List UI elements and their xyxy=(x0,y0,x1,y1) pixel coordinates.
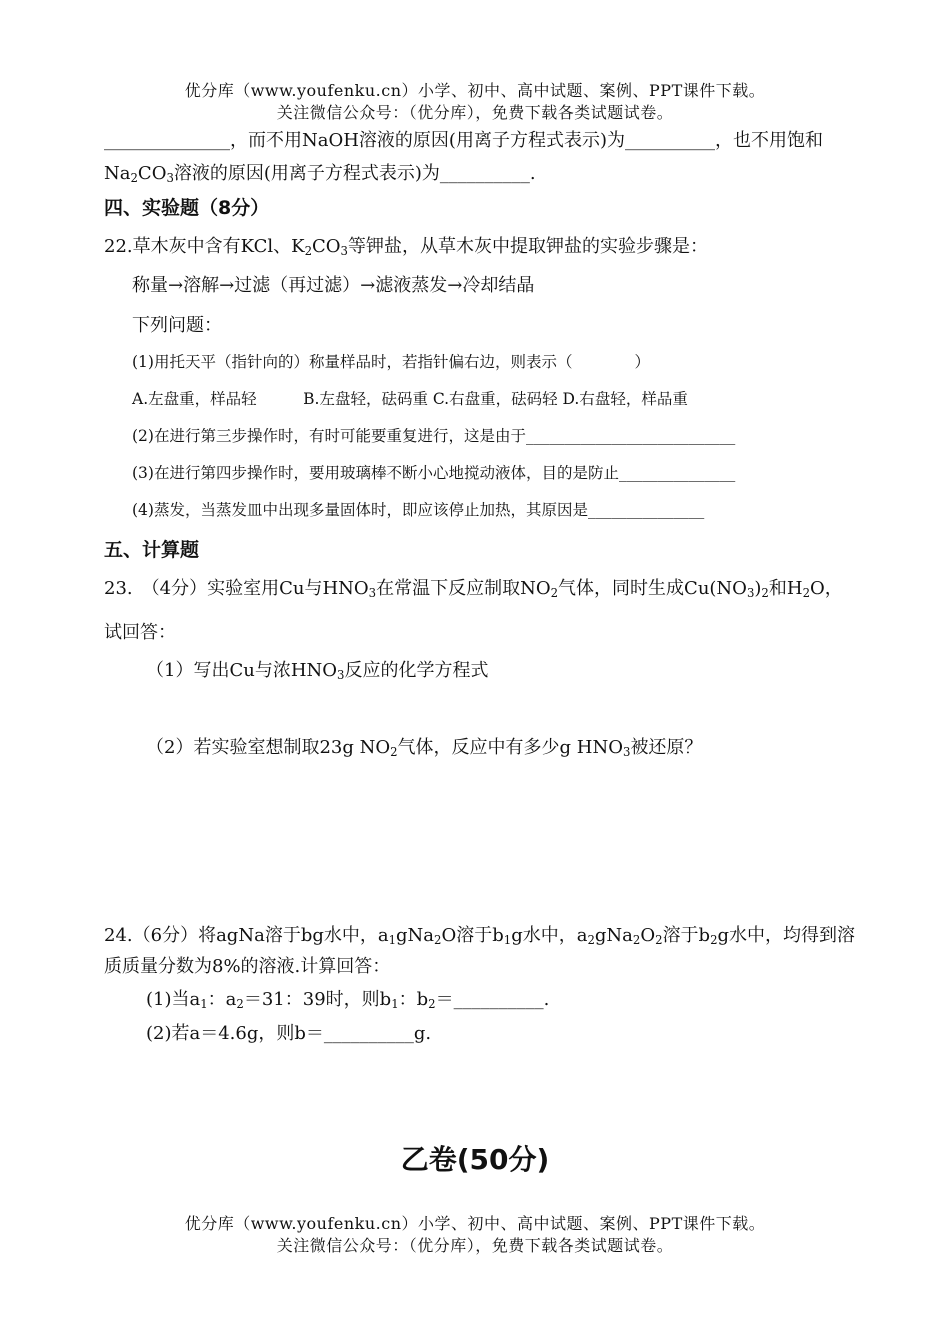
q22-part-1: (1)用托天平（指针向的）称量样品时，若指针偏右边，则表示（ ） xyxy=(132,353,650,371)
q24-part-2: (2)若a＝4.6g，则b＝__________g. xyxy=(146,1023,432,1044)
q22-part-3: (3)在进行第四步操作时，要用玻璃棒不断小心地搅动液体，目的是防止_______________ xyxy=(132,464,736,482)
q22-steps: 称量→溶解→过滤（再过滤）→滤液蒸发→冷却结晶 xyxy=(132,275,535,296)
q21-line-1: ______________，而不用NaOH溶液的原因(用离子方程式表示)为__________，也不用饱和 xyxy=(104,130,823,151)
q21-line-2: $Na_2CO_3$溶液的原因(用离子方程式表示)为__________. xyxy=(104,163,536,185)
q22-part-1-options: A.左盘重，样品轻 B.左盘轻，砝码重 C.右盘重，砝码轻 D.右盘轻，样品重 xyxy=(132,390,688,408)
q23-prompt: 试回答： xyxy=(104,622,176,643)
q24-stem: 24.（6分）将agNa溶于bg水中，$a_1gNa_2O$溶于$b_1g$水中，$a_2gNa_2O_2$溶于$b_2g$水中，均得到溶 xyxy=(104,925,856,947)
q22-stem: 22.草木灰中含有KCl、$K_2CO_3$等钾盐，从草木灰中提取钾盐的实验步骤是： xyxy=(104,236,708,258)
header-line-2: 关注微信公众号：（优分库），免费下载各类试题试卷。 xyxy=(276,103,674,122)
q22-prompt: 下列问题： xyxy=(132,315,222,336)
q22-part-4: (4)蒸发，当蒸发皿中出现多量固体时，即应该停止加热，其原因是_______________ xyxy=(132,501,705,519)
footer-line-2: 关注微信公众号：（优分库），免费下载各类试题试卷。 xyxy=(276,1236,674,1255)
section-5-title: 五、计算题 xyxy=(104,539,200,561)
section-4-title: 四、实验题（8分） xyxy=(104,197,270,219)
q24-stem-cont: 质质量分数为8%的溶液.计算回答： xyxy=(104,956,391,977)
part-b-title: 乙卷(50分) xyxy=(400,1143,550,1176)
q24-part-1: (1)当$a_1$：$a_2=31$：39时，则$b_1$：$b_2=\_\_\_\_\_\_\_\_\_\_$. xyxy=(146,989,550,1011)
q23-part-1: （1）写出Cu与浓$HNO_3$反应的化学方程式 xyxy=(146,660,489,682)
q23-stem: 23. （4分）实验室用Cu与$HNO_3$在常温下反应制取$NO_2$气体，同时生成$Cu(NO_3)_2$和$H_2O$， xyxy=(104,578,843,600)
q22-part-2: (2)在进行第三步操作时，有时可能要重复进行，这是由于___________________________ xyxy=(132,427,736,445)
q23-part-2: （2）若实验室想制取23g $NO_2$气体，反应中有多少g $HNO_3$被还原？ xyxy=(146,737,703,759)
footer-line-1: 优分库（www.youfenku.cn）小学、初中、高中试题、案例、PPT课件下载。 xyxy=(184,1214,766,1233)
header-line-1: 优分库（www.youfenku.cn）小学、初中、高中试题、案例、PPT课件下载。 xyxy=(184,81,766,100)
